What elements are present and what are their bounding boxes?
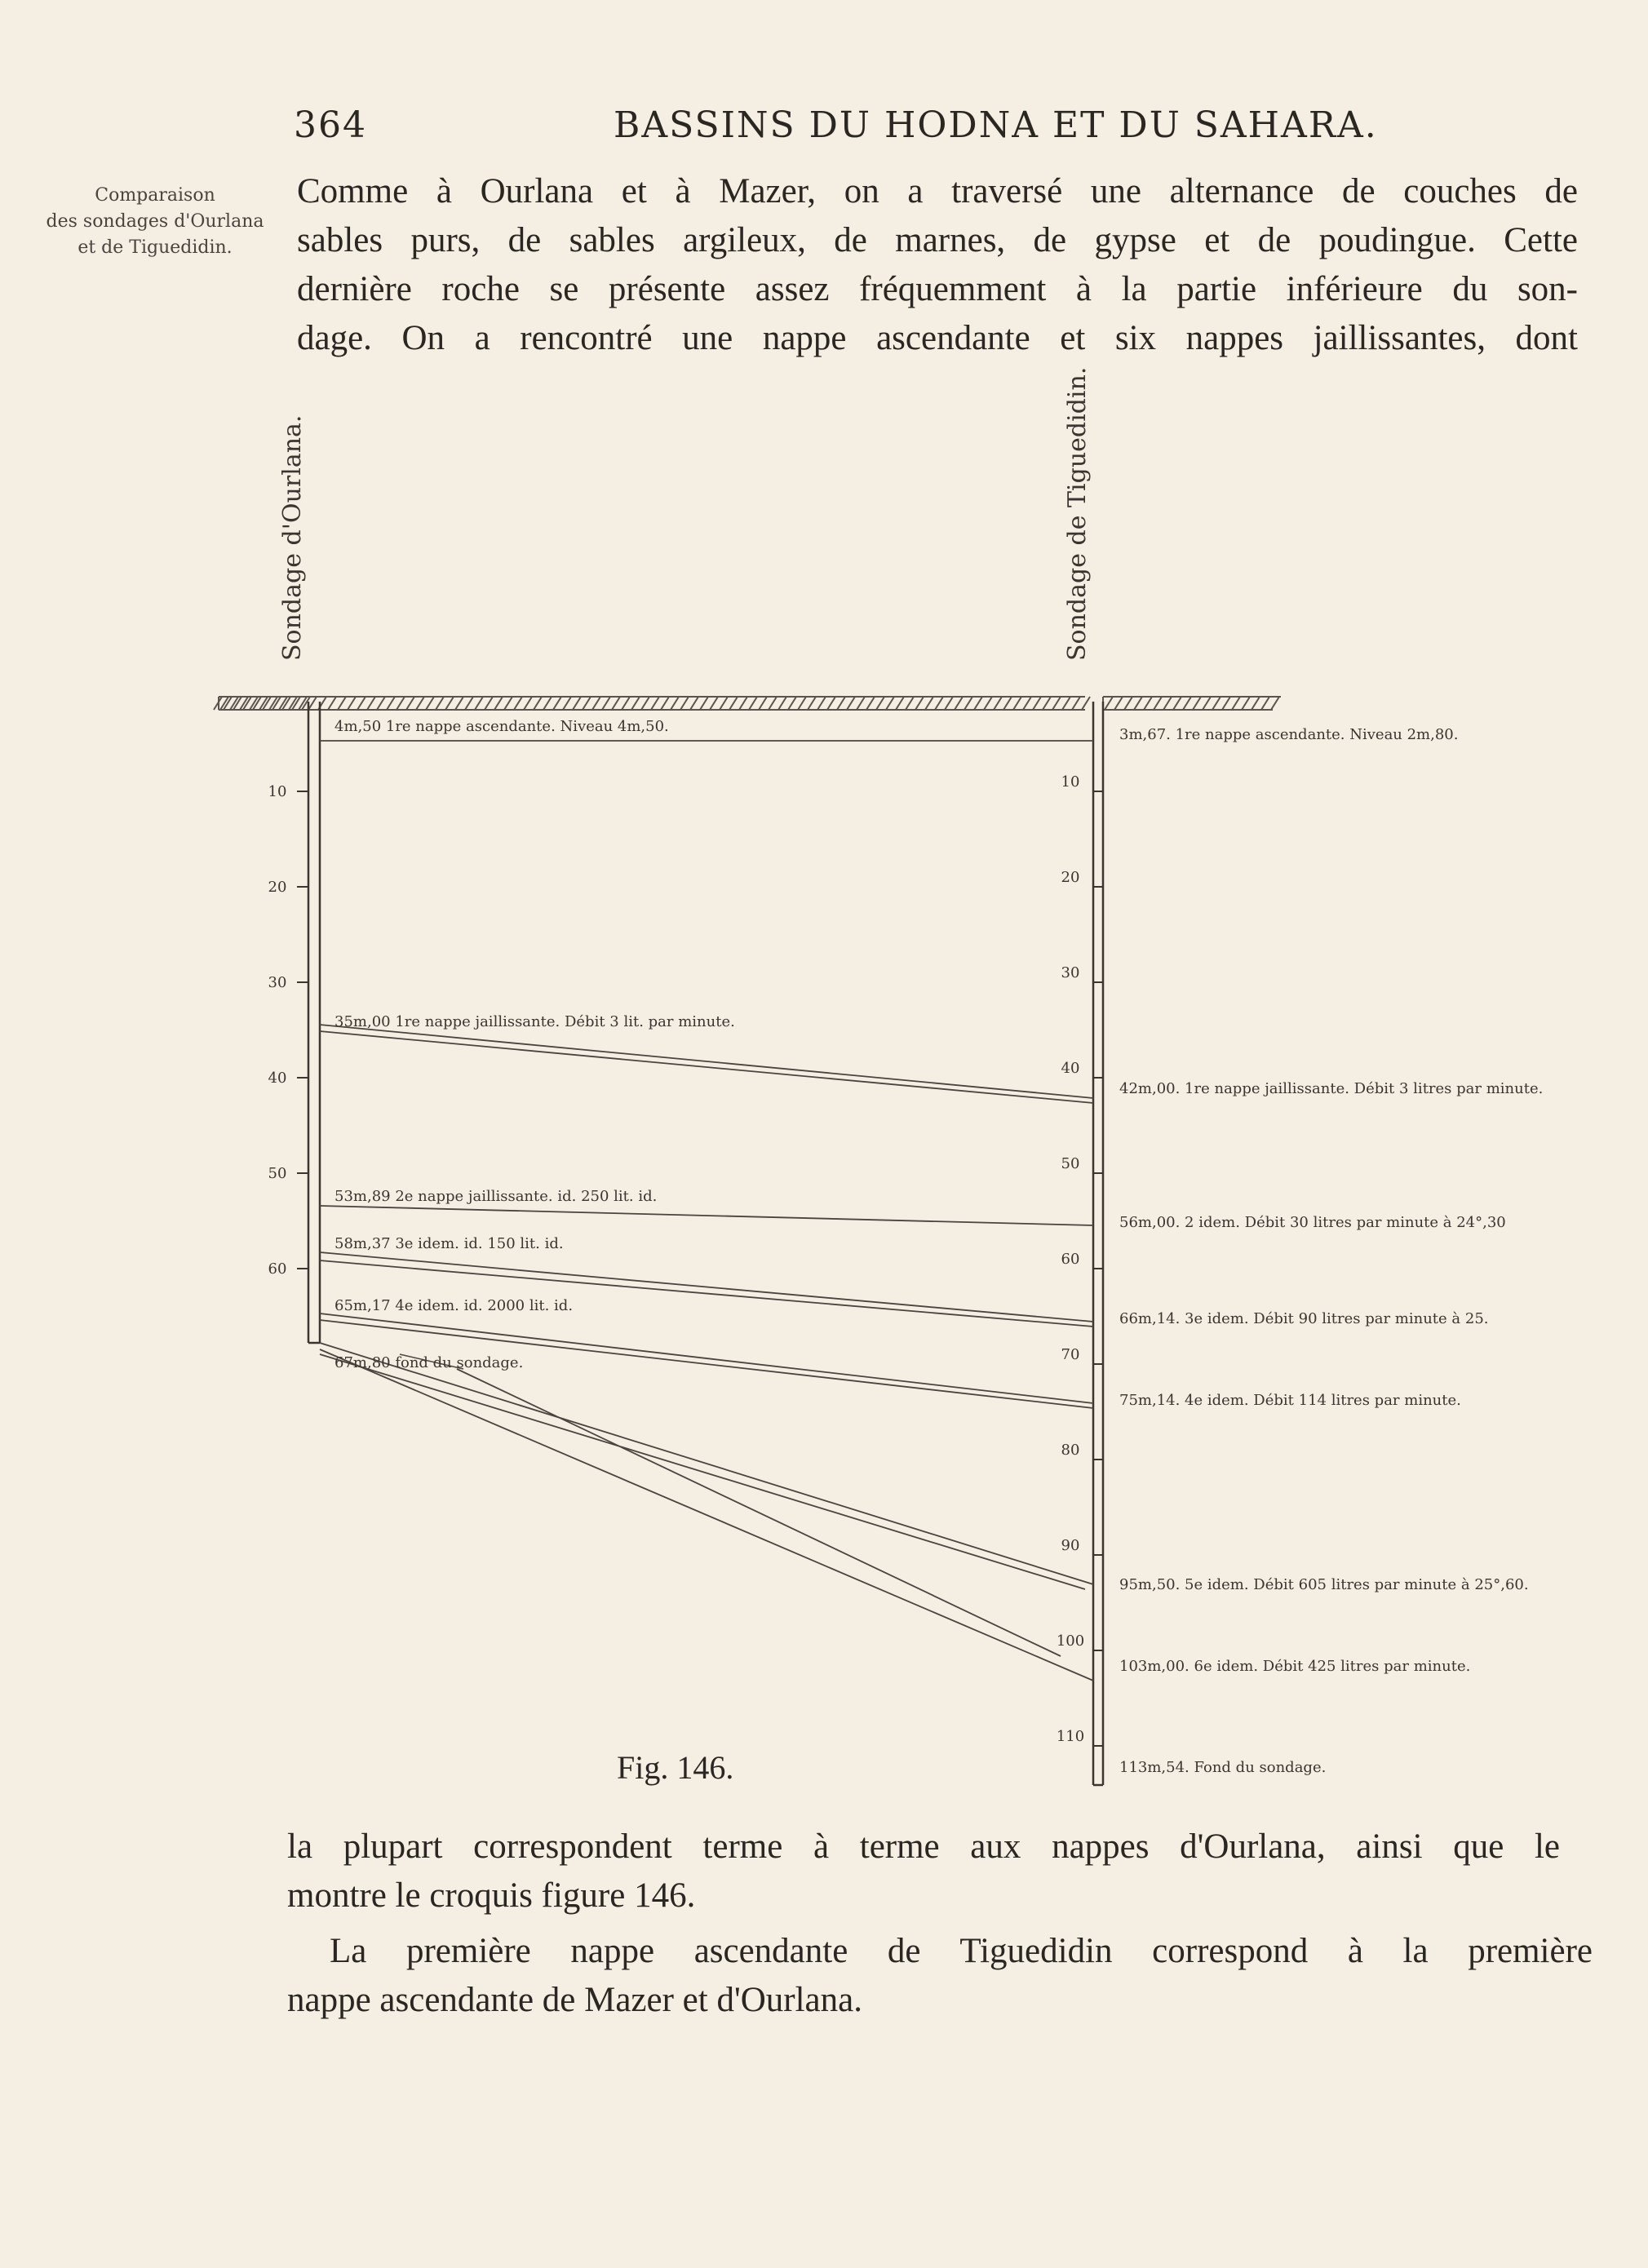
figure-caption: Fig. 146. <box>617 1749 734 1786</box>
annotation: 95m,50. 5e idem. Débit 605 litres par minute à 25°,60. <box>1119 1576 1529 1593</box>
text-line: la plupart correspondent terme à terme aux nappes d'Ourlana, ainsi que le <box>287 1827 1560 1866</box>
scale-label: 110 <box>1056 1728 1085 1745</box>
scale-label: 30 <box>1061 964 1080 981</box>
annotation: 65m,17 4e idem. id. 2000 lit. id. <box>334 1297 574 1314</box>
scale-label: 20 <box>1061 869 1080 886</box>
tiguedidin-well-column <box>1093 702 1103 1785</box>
scale-label: 40 <box>1061 1060 1080 1077</box>
margin-note-line: et de Tiguedidin. <box>78 237 233 258</box>
scale-label: 60 <box>1061 1251 1080 1268</box>
annotation: 66m,14. 3e idem. Débit 90 litres par minute à 25. <box>1119 1310 1489 1327</box>
ourlana-well-label: Sondage d'Ourlana. <box>278 414 307 661</box>
paragraph-conclusion <box>287 1927 1593 2025</box>
scale-label: 40 <box>268 1070 287 1087</box>
text-line: dage. On a rencontré une nappe ascendante et six nappes jaillissantes, dont <box>297 319 1578 357</box>
annotation: 58m,37 3e idem. id. 150 lit. id. <box>334 1235 564 1252</box>
scale-label: 50 <box>1061 1155 1080 1172</box>
annotation: 75m,14. 4e idem. Débit 114 litres par minute. <box>1119 1392 1461 1409</box>
annotation: 113m,54. Fond du sondage. <box>1119 1759 1327 1776</box>
text-line: La première nappe ascendante de Tiguedidin correspond à la première <box>330 1932 1593 1970</box>
tiguedidin-well-label: Sondage de Tiguedidin. <box>1063 366 1092 661</box>
annotation: 4m,50 1re nappe ascendante. Niveau 4m,50. <box>334 718 669 735</box>
running-title: BASSINS DU HODNA ET DU SAHARA. <box>614 104 1378 146</box>
annotation: 67m,80 fond du sondage. <box>334 1354 524 1371</box>
scale-label: 10 <box>1061 773 1080 791</box>
ourlana-well-column <box>308 702 320 1343</box>
scale-label: 20 <box>268 879 287 896</box>
text-line: Comme à Ourlana et à Mazer, on a traversé une alternance de couches de <box>297 172 1578 210</box>
scale-label: 100 <box>1056 1632 1085 1650</box>
text-line: sables purs, de sables argileux, de marnes, de gypse et de poudingue. Cette <box>297 221 1578 259</box>
correlation-lines <box>320 741 1093 1681</box>
annotation: 56m,00. 2 idem. Débit 30 litres par minute à 24°,30 <box>1119 1214 1506 1231</box>
scale-label: 80 <box>1061 1442 1080 1459</box>
paragraph-correspondence <box>287 1823 1560 1920</box>
annotation: 103m,00. 6e idem. Débit 425 litres par minute. <box>1119 1658 1471 1675</box>
annotation: 42m,00. 1re nappe jaillissante. Débit 3 litres par minute. <box>1119 1080 1544 1097</box>
text-line: nappe ascendante de Mazer et d'Ourlana. <box>287 1981 862 2019</box>
annotation: 3m,67. 1re nappe ascendante. Niveau 2m,80. <box>1119 726 1459 743</box>
tiguedidin-depth-scale <box>1057 773 1103 1746</box>
scale-label: 70 <box>1061 1346 1080 1363</box>
scale-label: 30 <box>268 974 287 991</box>
scale-label: 60 <box>268 1260 287 1278</box>
text-line: dernière roche se présente assez fréquemment à la partie inférieure du son- <box>297 270 1578 308</box>
tiguedidin-annotations <box>1119 726 1543 1776</box>
margin-note-line: Comparaison <box>95 185 215 206</box>
scale-label: 90 <box>1061 1537 1080 1554</box>
page-number: 364 <box>294 104 367 146</box>
annotation: 53m,89 2e nappe jaillissante. id. 250 lit. id. <box>334 1188 658 1205</box>
annotation: 35m,00 1re nappe jaillissante. Débit 3 lit. par minute. <box>334 1013 735 1030</box>
ourlana-depth-scale <box>268 783 308 1278</box>
text-line: montre le croquis figure 146. <box>287 1876 696 1915</box>
scale-label: 10 <box>268 783 287 800</box>
margin-note-line: des sondages d'Ourlana <box>46 211 264 232</box>
scale-label: 50 <box>268 1165 287 1182</box>
